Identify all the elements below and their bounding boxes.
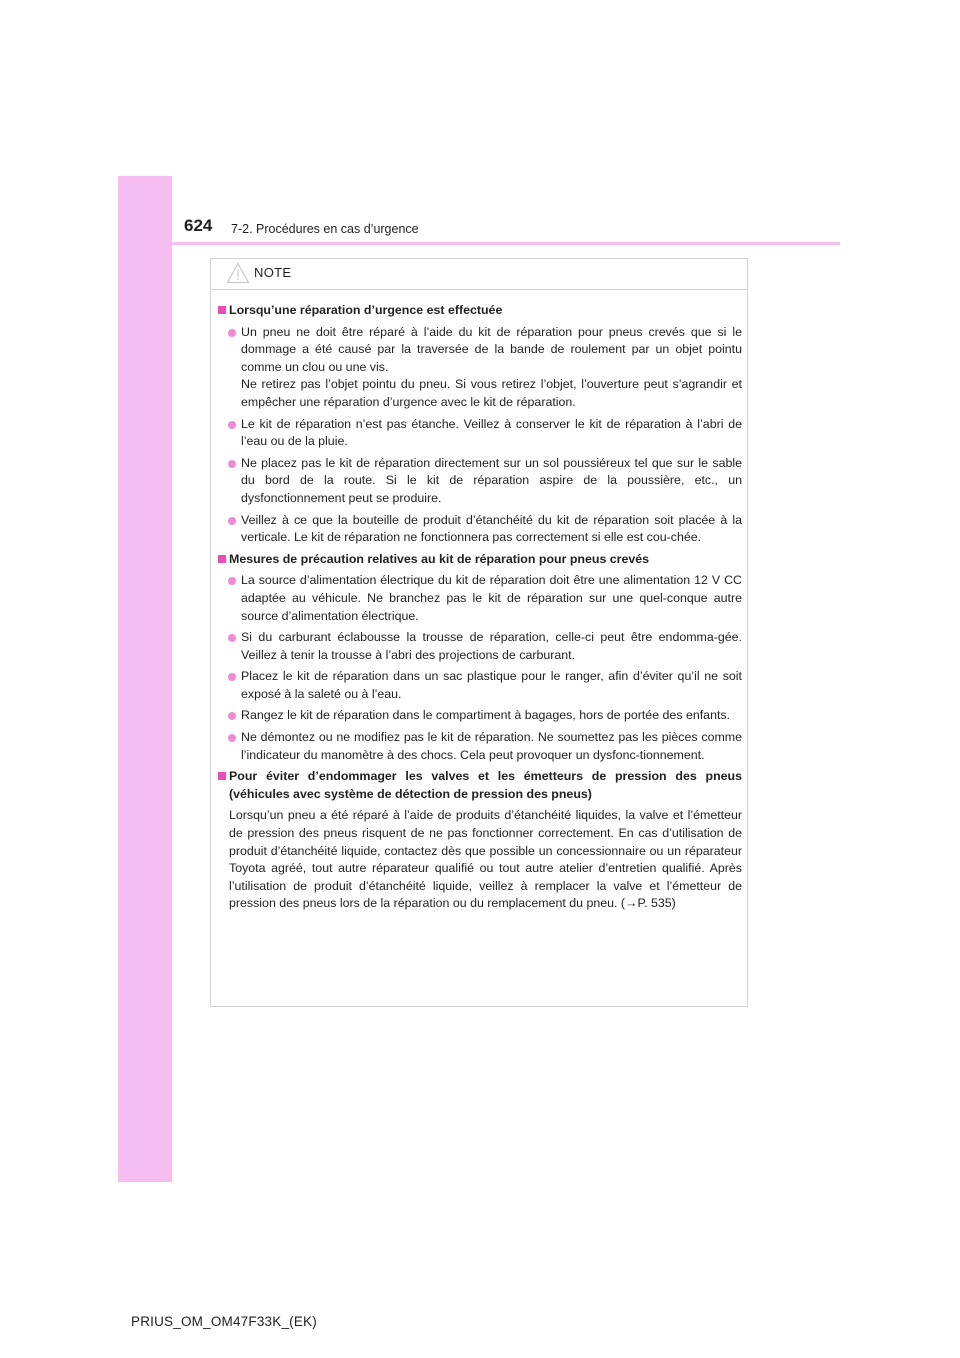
section-paragraph: Lorsqu’un pneu a été réparé à l’aide de produits d’étanchéité liquides, la valve et l’émetteur de pression des pneus risquent de ne pas fonctionner correctement. En cas d’utilisation de produit d’étanchéité liquide, contactez dès que possible un concessionnaire ou un réparateur Toyota agréé, tout autre réparateur qualifié ou tout autre atelier d’entretien qualifié. Après l’utilisation de produit d’étanchéité liquide, veillez à remplacer la valve et l’émetteur de pression des pneus lors de la réparation ou du remplacement du pneu. (→P. 535): [229, 808, 742, 911]
section-heading: [218, 768, 742, 803]
bullet-dot-icon: [228, 734, 236, 742]
section-heading: [218, 551, 742, 569]
bullet-dot-icon: [228, 329, 236, 337]
header-rule: [172, 242, 840, 245]
heading-square-icon: [218, 306, 226, 314]
bullet-dot-icon: [228, 517, 236, 525]
bullet-item: [218, 572, 742, 625]
note-header: [211, 259, 747, 290]
section-heading: [218, 302, 742, 320]
bullet-text: La source d’alimentation électrique du kit de réparation doit être une alimentation 12 V CC adaptée au véhicule. Ne branchez pas le kit de réparation sur une quel-conque autre source d’alimentation électrique.: [241, 573, 742, 623]
bullet-text: Ne démontez ou ne modifiez pas le kit de réparation. Ne soumettez pas les pièces comme l’indicateur du manomètre à des chocs. Cela peut provoquer un dysfonc-tionnement.: [241, 730, 742, 762]
bullet-text: Le kit de réparation n’est pas étanche. Veillez à conserver le kit de réparation à l’abri de l’eau ou de la pluie.: [241, 416, 742, 449]
side-tab-bar: [118, 176, 172, 1182]
bullet-dot-icon: [228, 634, 236, 642]
bullet-text: Un pneu ne doit être réparé à l’aide du kit de réparation pour pneus crevés que si le dommage a été causé par la traversée de la bande de roulement par un objet pointu comme un clou ou une vis.: [241, 324, 742, 374]
bullet-item: [218, 668, 742, 703]
heading-text: Mesures de précaution relatives au kit de réparation pour pneus crevés: [229, 551, 650, 566]
footer-document-code: PRIUS_OM_OM47F33K_(EK): [131, 1314, 317, 1329]
heading-square-icon: [218, 772, 226, 780]
bullet-item: [218, 629, 742, 664]
bullet-text: Si du carburant éclabousse la trousse de réparation, celle-ci peut être endomma-gée. Veillez à tenir la trousse à l’abri des projections de carburant.: [241, 630, 742, 662]
bullet-dot-icon: [228, 421, 236, 429]
note-body: [211, 290, 747, 913]
heading-square-icon: [218, 555, 226, 563]
page-number: 624: [184, 216, 213, 235]
bullet-text: Ne placez pas le kit de réparation directement sur un sol poussiéreux tel que sur le sable du bord de la route. Si le kit de réparation aspire de la poussière, etc., un dysfonctionnement peut se produire.: [241, 455, 742, 505]
bullet-dot-icon: [228, 577, 236, 585]
heading-text: Pour éviter d’endommager les valves et les émetteurs de pression des pneus (véhicules avec système de détection de pression des pneus): [229, 769, 742, 801]
bullet-text: Rangez le kit de réparation dans le compartiment à bagages, hors de portée des enfants.: [241, 708, 731, 723]
bullet-dot-icon: [228, 712, 236, 720]
bullet-item: [218, 512, 742, 547]
bullet-dot-icon: [228, 673, 236, 681]
heading-text: Lorsqu’une réparation d’urgence est effectuée: [229, 303, 503, 317]
note-box: [210, 258, 748, 1007]
bullet-text: Ne retirez pas l’objet pointu du pneu. Si vous retirez l’objet, l’ouverture peut s’agrandir et empêcher une réparation d’urgence avec le kit de réparation.: [241, 377, 742, 409]
warning-triangle-icon: [226, 262, 250, 284]
bullet-item: [218, 324, 742, 412]
bullet-item: [218, 455, 742, 508]
note-label: NOTE: [254, 265, 292, 280]
section-title: 7-2. Procédures en cas d’urgence: [231, 222, 419, 236]
bullet-item: [218, 707, 742, 725]
bullet-dot-icon: [228, 460, 236, 468]
bullet-item: [218, 729, 742, 764]
bullet-text: Placez le kit de réparation dans un sac plastique pour le ranger, afin d’éviter qu’il ne soit exposé à la saleté ou à l’eau.: [241, 669, 742, 701]
bullet-item: [218, 416, 742, 451]
bullet-text: Veillez à ce que la bouteille de produit d’étanchéité du kit de réparation soit placée à la verticale. Le kit de réparation ne fonctionnera pas correctement si elle est cou-chée.: [241, 512, 742, 545]
